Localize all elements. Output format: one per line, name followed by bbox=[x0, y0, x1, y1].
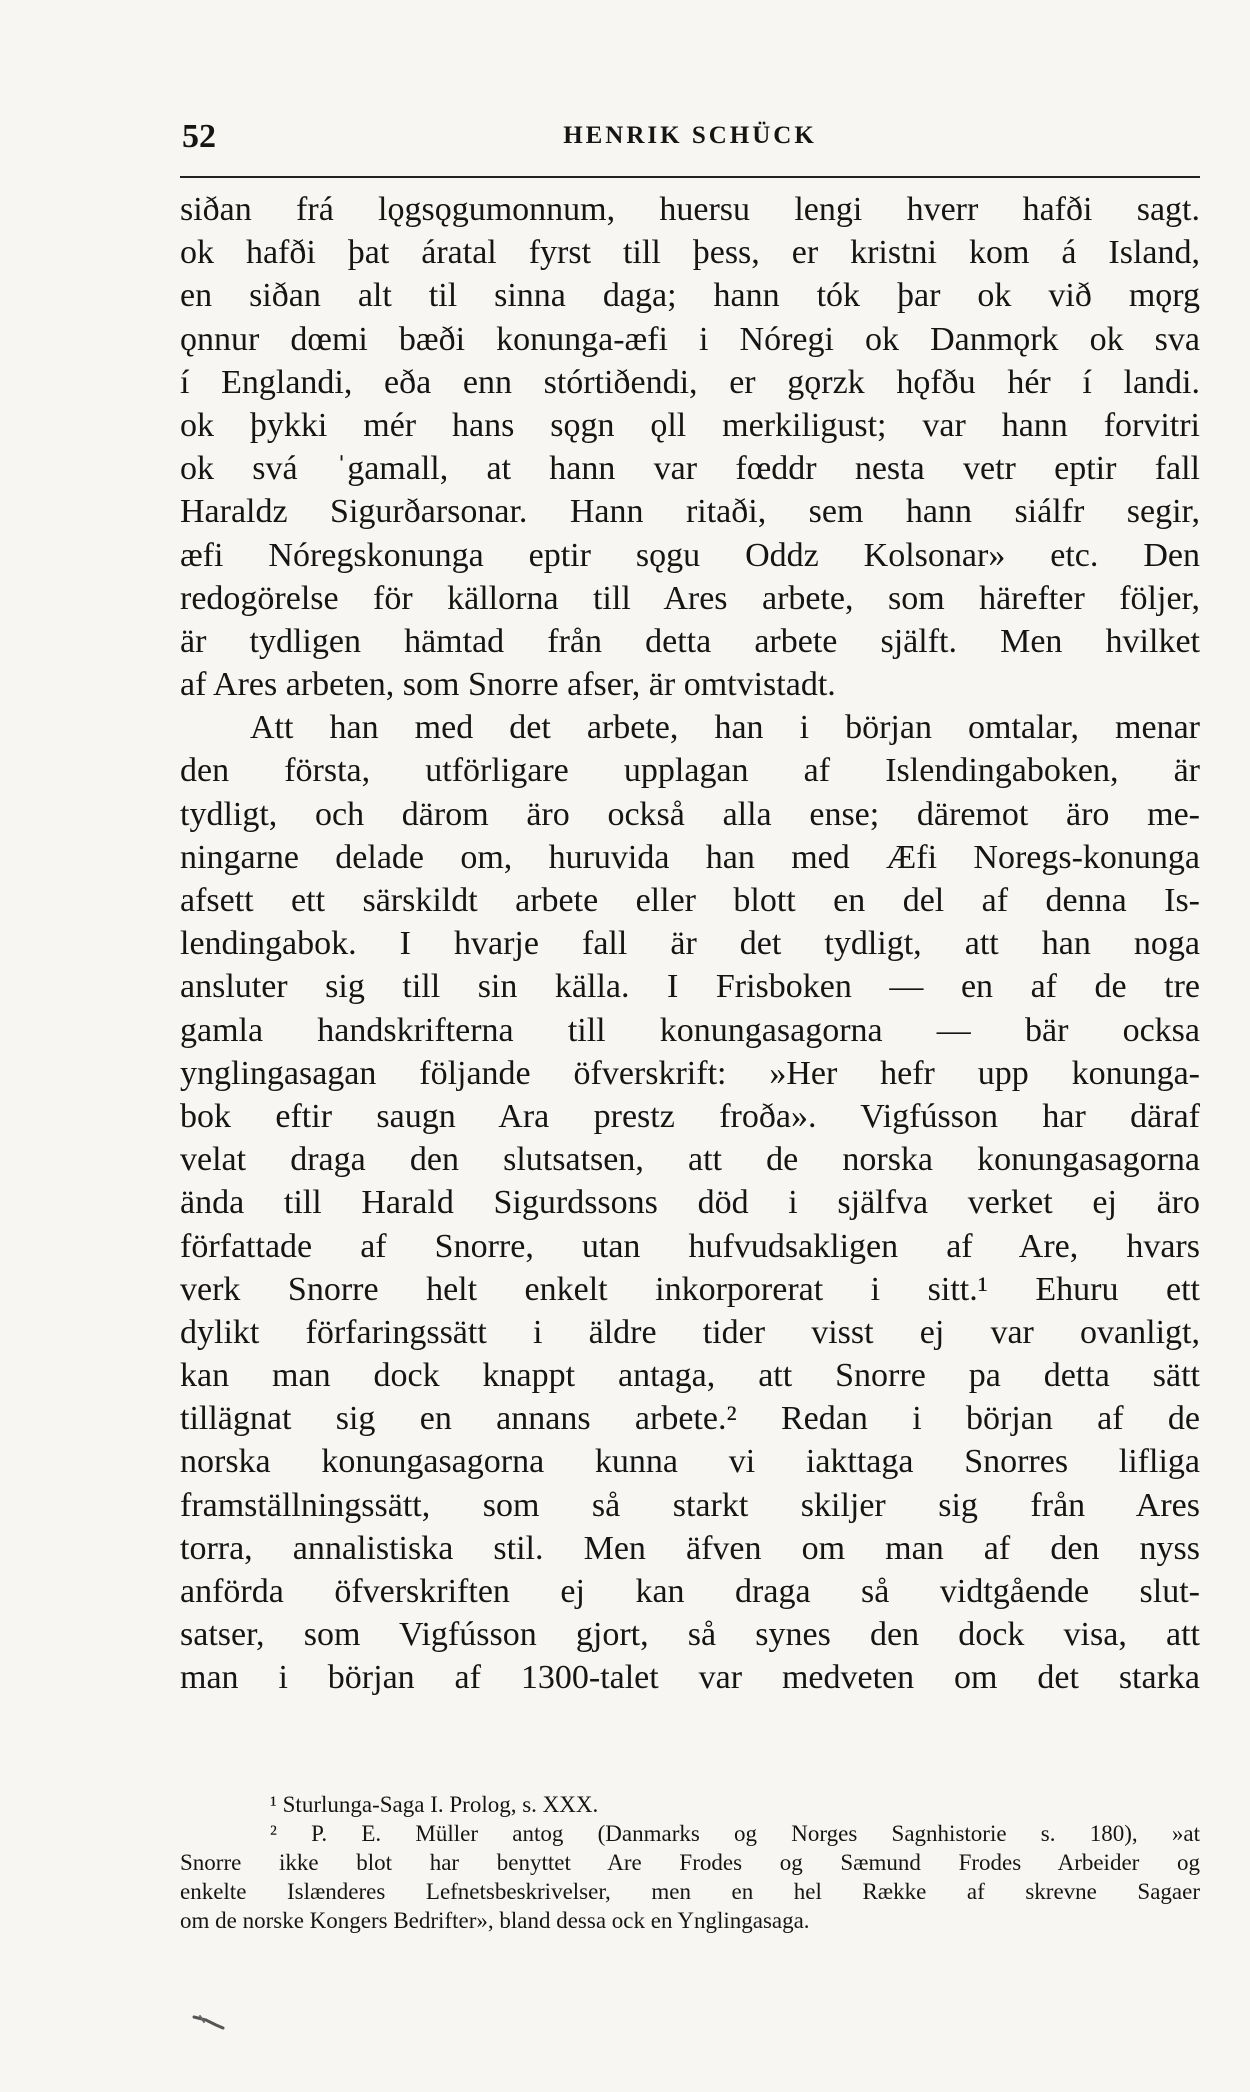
footnote-line: ¹ Sturlunga-Saga I. Prolog, s. XXX. bbox=[270, 1792, 599, 1817]
paragraph-start-line: Att han med det arbete, han i början omtalar, menar bbox=[250, 709, 1200, 747]
text-line: ok þykki mér hans sǫgn ǫll merkiligust; var hann forvitri bbox=[180, 406, 1200, 444]
text-line: satser, som Vigfússon gjort, så synes den dock visa, att bbox=[180, 1616, 1200, 1654]
text-line: redogörelse för källorna till Ares arbete, som härefter följer, bbox=[180, 579, 1200, 617]
body-text bbox=[180, 188, 1200, 1700]
text-line: æfi Nóregskonunga eptir sǫgu Oddz Kolsonar» etc. Den bbox=[180, 536, 1200, 574]
text-line: ok svá ˈgamall, at hann var fœddr nesta vetr eptir fall bbox=[180, 450, 1200, 488]
text-line: í Englandi, eða enn stórtiðendi, er gǫrzk hǫfðu hér í landi. bbox=[180, 363, 1200, 401]
text-line: gamla handskrifterna till konungasagorna — bär ocksa bbox=[180, 1011, 1200, 1049]
text-line: man i början af 1300-talet var medveten om det starka bbox=[180, 1659, 1200, 1697]
text-line: norska konungasagorna kunna vi iakttaga Snorres lifliga bbox=[180, 1443, 1200, 1481]
text-line: dylikt förfaringssätt i äldre tider visst ej var ovanligt, bbox=[180, 1313, 1200, 1351]
running-head: HENRIK SCHÜCK bbox=[563, 122, 817, 149]
text-line: siðan frá lǫgsǫgumonnum, huersu lengi hverr hafði sagt. bbox=[180, 191, 1200, 228]
text-line: ansluter sig till sin källa. I Frisboken — en af de tre bbox=[180, 968, 1200, 1006]
text-line: bok eftir saugn Ara prestz froða». Vigfússon har däraf bbox=[180, 1097, 1200, 1135]
footnote-line: ² P. E. Müller antog (Danmarks og Norges Sagnhistorie s. 180), »at bbox=[270, 1821, 1200, 1846]
footnote-line: Snorre ikke blot har benyttet Are Frodes og Sæmund Frodes Arbeider og bbox=[180, 1850, 1200, 1875]
text-line: ända till Harald Sigurdssons död i själfva verket ej äro bbox=[180, 1184, 1200, 1222]
text-line: lendingabok. I hvarje fall är det tydligt, att han noga bbox=[180, 925, 1200, 963]
text-line: den första, utförligare upplagan af Islendingaboken, är bbox=[180, 752, 1200, 790]
text-line: kan man dock knappt antaga, att Snorre pa detta sätt bbox=[180, 1357, 1200, 1395]
text-line: ningarne delade om, huruvida han med Æfi Noregs-konunga bbox=[180, 838, 1200, 876]
header-rule bbox=[180, 176, 1200, 178]
footnote-line: enkelte Islænderes Lefnetsbeskrivelser, men en hel Række af skrevne Sagaer bbox=[180, 1879, 1200, 1904]
text-line: af Ares arbeten, som Snorre afser, är omtvistadt. bbox=[180, 666, 836, 704]
text-line: verk Snorre helt enkelt inkorporerat i sitt.¹ Ehuru ett bbox=[180, 1270, 1200, 1308]
text-line: en siðan alt til sinna daga; hann tók þar ok við mǫrg bbox=[180, 277, 1200, 315]
text-line: ǫnnur dœmi bæði konunga-æfi i Nóregi ok Danmǫrk ok sva bbox=[180, 320, 1200, 358]
text-line: framställningssätt, som så starkt skiljer sig från Ares bbox=[180, 1486, 1200, 1524]
footnote-line: om de norske Kongers Bedrifter», bland dessa ock en Ynglingasaga. bbox=[180, 1908, 810, 1933]
text-line: velat draga den slutsatsen, att de norska konungasagorna bbox=[180, 1141, 1200, 1179]
text-line: tillägnat sig en annans arbete.² Redan i början af de bbox=[180, 1400, 1200, 1438]
text-line: torra, annalistiska stil. Men äfven om man af den nyss bbox=[180, 1529, 1200, 1567]
text-line: ynglingasagan följande öfverskrift: »Her hefr upp konunga- bbox=[180, 1054, 1200, 1092]
page-header bbox=[180, 118, 1200, 158]
text-line: tydligt, och därom äro också alla ense; däremot äro me- bbox=[180, 795, 1200, 833]
text-line: är tydligen hämtad från detta arbete själft. Men hvilket bbox=[180, 622, 1200, 660]
text-line: författade af Snorre, utan hufvudsakligen af Are, hvars bbox=[180, 1227, 1200, 1265]
text-line: afsett ett särskildt arbete eller blott en del af denna Is- bbox=[180, 882, 1200, 919]
footnotes bbox=[180, 1790, 1200, 1935]
text-line: Haraldz Sigurðarsonar. Hann ritaði, sem hann siálfr segir, bbox=[180, 493, 1200, 531]
ink-smudge-mark bbox=[192, 2014, 226, 2030]
text-line: anförda öfverskriften ej kan draga så vidtgående slut- bbox=[180, 1573, 1200, 1610]
text-line: ok hafði þat áratal fyrst till þess, er kristni kom á Island, bbox=[180, 234, 1200, 272]
page-number: 52 bbox=[182, 118, 216, 155]
